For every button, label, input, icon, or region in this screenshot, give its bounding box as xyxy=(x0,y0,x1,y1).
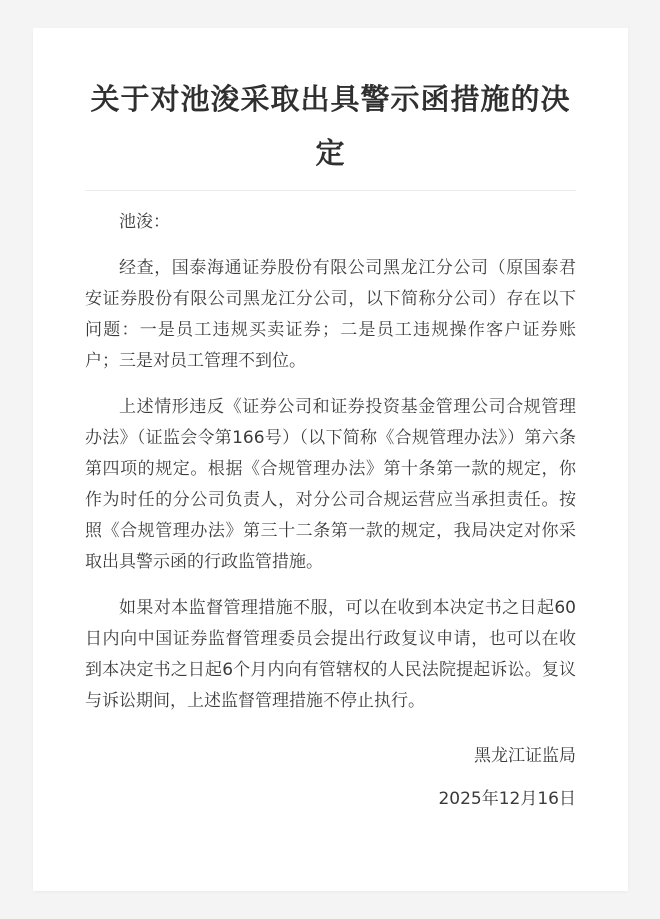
signature-issuer: 黑龙江证监局 xyxy=(474,746,576,766)
document-title: 关于对池浚采取出具警示函措施的决定 xyxy=(90,82,571,170)
salutation: 池浚： xyxy=(119,212,170,232)
paragraph-legal-basis: 上述情形违反《证券公司和证券投资基金管理公司合规管理办法》（证监会令第166号）（以下简称《合规管理办法》）第六条第四项的规定。根据《合规管理办法》第十条第一款的规定，你作为时任的分公司负责人，对分公司合规运营应当承担责任。按照《合规管理办法》第三十二条第一款的规定，我局决定对你采取出具警示函的行政监管措施。 xyxy=(85,397,576,572)
document-body xyxy=(85,207,576,815)
paragraph-appeal-rights: 如果对本监督管理措施不服，可以在收到本决定书之日起60日内向中国证券监督管理委员会提出行政复议申请，也可以在收到本决定书之日起6个月内向有管辖权的人民法院提起诉讼。复议与诉讼期间，上述监督管理措施不停止执行。 xyxy=(85,598,576,711)
title-divider xyxy=(85,190,576,191)
document-card xyxy=(33,28,628,891)
signature-date: 2025年12月16日 xyxy=(438,789,576,809)
paragraph-findings: 经查，国泰海通证券股份有限公司黑龙江分公司（原国泰君安证券股份有限公司黑龙江分公司，以下简称分公司）存在以下问题：一是员工违规买卖证券；二是员工违规操作客户证券账户；三是对员工管理不到位。 xyxy=(85,258,576,371)
